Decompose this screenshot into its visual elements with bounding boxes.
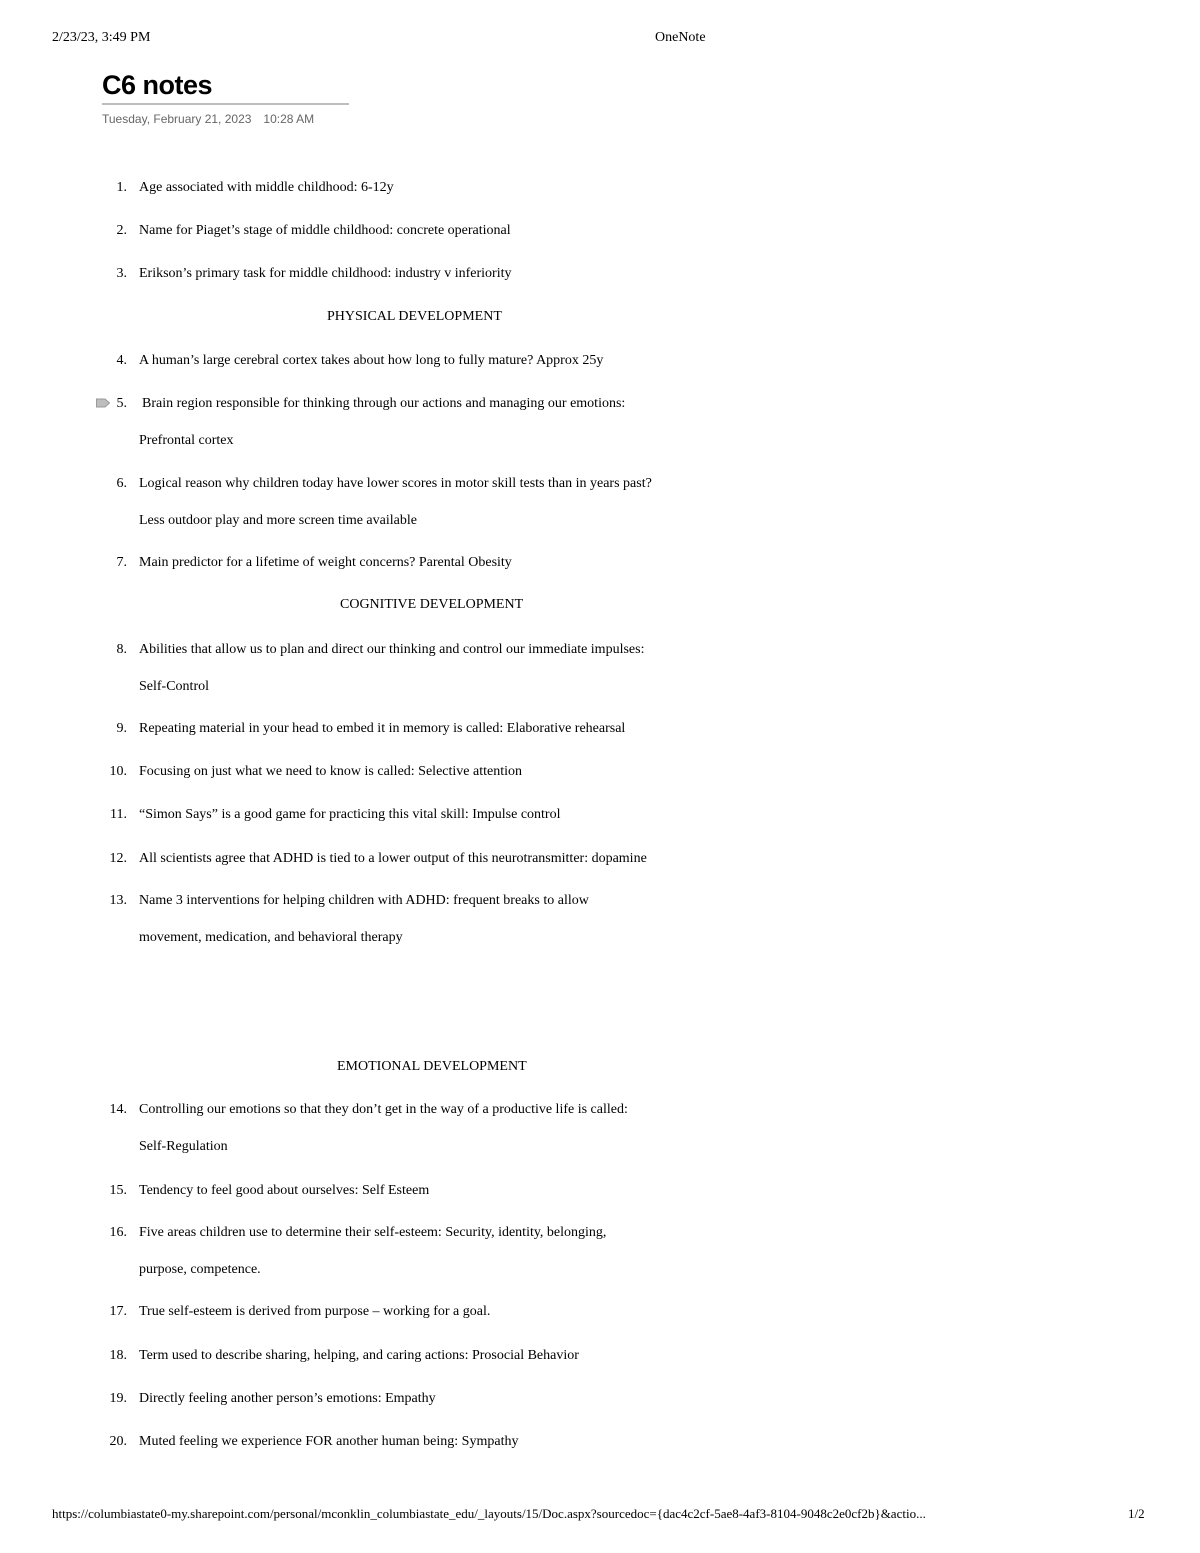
- list-item-continuation: Less outdoor play and more screen time available: [139, 513, 417, 528]
- list-item-number: 2.: [116, 223, 127, 238]
- list-item-number: 1.: [116, 180, 127, 195]
- list-item-number: 5.: [116, 396, 127, 411]
- list-item-text: Muted feeling we experience FOR another human being: Sympathy: [139, 1434, 519, 1449]
- list-item-text: Five areas children use to determine their self-esteem: Security, identity, belonging,: [139, 1225, 607, 1240]
- list-item-text: Controlling our emotions so that they don’t get in the way of a productive life is called:: [139, 1102, 628, 1117]
- section-heading-emotional: EMOTIONAL DEVELOPMENT: [337, 1059, 527, 1074]
- list-item-number: 12.: [109, 851, 127, 866]
- list-item-text: Abilities that allow us to plan and direct our thinking and control our immediate impulses:: [139, 642, 645, 657]
- list-item-text: Repeating material in your head to embed it in memory is called: Elaborative rehearsal: [139, 721, 626, 736]
- list-item-number: 6.: [116, 476, 127, 491]
- page-title[interactable]: C6 notes: [102, 70, 213, 100]
- list-item-number: 16.: [109, 1225, 127, 1240]
- list-item-text: Logical reason why children today have lower scores in motor skill tests than in years past?: [139, 476, 652, 491]
- list-item-text: Term used to describe sharing, helping, and caring actions: Prosocial Behavior: [139, 1348, 579, 1363]
- list-item-number: 4.: [116, 353, 127, 368]
- print-footer-page-number: 1/2: [1128, 1506, 1145, 1521]
- print-header-app: OneNote: [655, 30, 706, 45]
- list-item-text: “Simon Says” is a good game for practicing this vital skill: Impulse control: [139, 807, 561, 822]
- list-item-text: Name for Piaget’s stage of middle childhood: concrete operational: [139, 223, 511, 238]
- page-meta: [102, 112, 314, 126]
- section-heading-physical: PHYSICAL DEVELOPMENT: [327, 309, 502, 324]
- list-item-text: Main predictor for a lifetime of weight concerns? Parental Obesity: [139, 555, 512, 570]
- list-item-continuation: purpose, competence.: [139, 1262, 261, 1277]
- list-item-number: 13.: [109, 893, 127, 908]
- list-item-number: 17.: [109, 1304, 127, 1319]
- print-footer-url: https://columbiastate0-my.sharepoint.com/personal/mconklin_columbiastate_edu/_layouts/15/Doc.aspx?sourcedoc={dac4c2cf-5ae8-4af3-8104-9048c2e0cf2b}&actio...: [52, 1506, 926, 1521]
- list-item-text: Brain region responsible for thinking through our actions and managing our emotions:: [142, 396, 626, 411]
- list-item-text: True self-esteem is derived from purpose – working for a goal.: [139, 1304, 491, 1319]
- list-item-number: 19.: [109, 1391, 127, 1406]
- list-item-number: 15.: [109, 1183, 127, 1198]
- list-item-text: A human’s large cerebral cortex takes about how long to fully mature? Approx 25y: [139, 353, 604, 368]
- list-item-number: 9.: [116, 721, 127, 736]
- title-underline: [102, 103, 349, 105]
- list-item-number: 3.: [116, 266, 127, 281]
- list-item-number: 14.: [109, 1102, 127, 1117]
- page-date: Tuesday, February 21, 2023: [102, 112, 252, 126]
- list-item-text: Erikson’s primary task for middle childhood: industry v inferiority: [139, 266, 512, 281]
- print-header-datetime: 2/23/23, 3:49 PM: [52, 30, 151, 45]
- list-item-continuation: movement, medication, and behavioral therapy: [139, 930, 403, 945]
- list-item-continuation: Prefrontal cortex: [139, 433, 234, 448]
- list-item-number: 11.: [110, 807, 127, 822]
- list-item-text: Directly feeling another person’s emotions: Empathy: [139, 1391, 436, 1406]
- section-heading-cognitive: COGNITIVE DEVELOPMENT: [340, 597, 524, 612]
- list-item-continuation: Self-Regulation: [139, 1139, 228, 1154]
- list-item-number: 8.: [116, 642, 127, 657]
- list-item-continuation: Self-Control: [139, 679, 209, 694]
- list-item-text: Name 3 interventions for helping children with ADHD: frequent breaks to allow: [139, 893, 589, 908]
- list-item-text: Focusing on just what we need to know is called: Selective attention: [139, 764, 522, 779]
- list-item-text: Tendency to feel good about ourselves: Self Esteem: [139, 1183, 430, 1198]
- list-item-number: 18.: [109, 1348, 127, 1363]
- page-time: 10:28 AM: [263, 112, 315, 126]
- list-item-text: All scientists agree that ADHD is tied to a lower output of this neurotransmitter: dopamine: [139, 851, 647, 866]
- list-item-number: 7.: [116, 555, 127, 570]
- list-item-number: 10.: [109, 764, 127, 779]
- list-item-text: Age associated with middle childhood: 6-12y: [139, 180, 394, 195]
- list-item-number: 20.: [109, 1434, 127, 1449]
